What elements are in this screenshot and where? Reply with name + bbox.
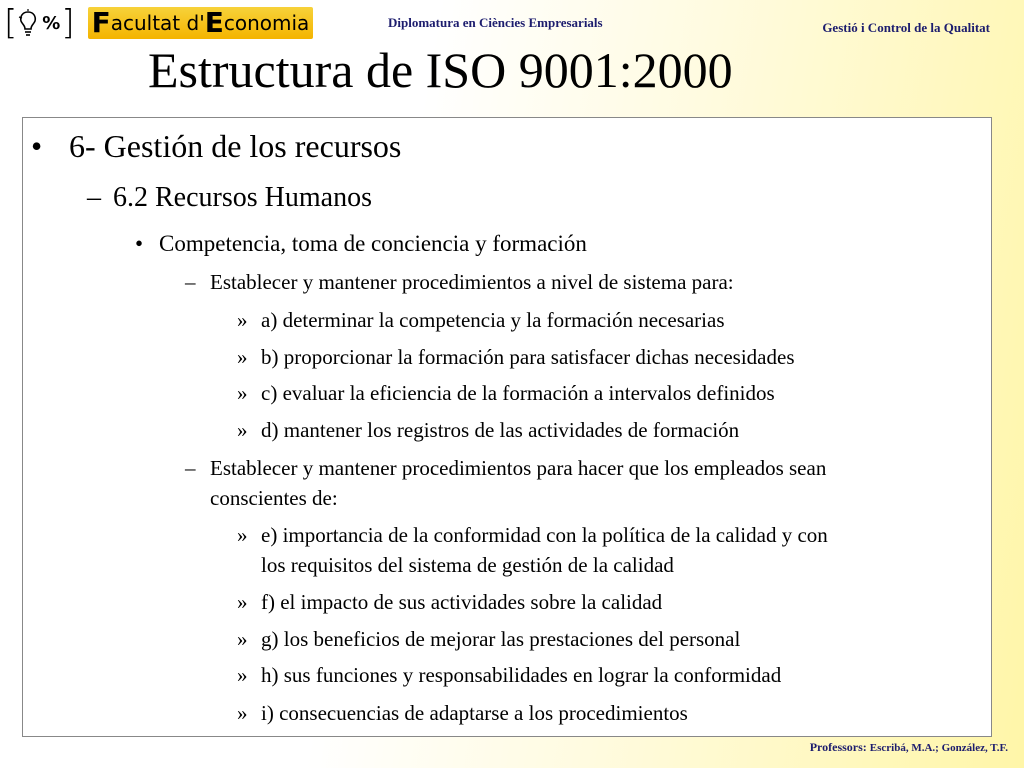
outline-level-1: 6- Gestión de los recursos bbox=[69, 128, 402, 164]
slide-title: Estructura de ISO 9001:2000 bbox=[148, 42, 733, 98]
program-name: Diplomatura en Ciències Empresarials bbox=[388, 15, 603, 30]
bullet-level-1: • bbox=[31, 128, 43, 164]
logo-part-1: acultat d' bbox=[110, 11, 205, 35]
footer-label: Professors: bbox=[809, 740, 867, 754]
sub-bullet: » bbox=[237, 523, 248, 547]
logo-cap-e: E bbox=[204, 6, 224, 39]
faculty-logo bbox=[4, 3, 313, 43]
group-2-heading-line-1: Establecer y mantener procedimientos para hacer que los empleados sean bbox=[210, 456, 827, 480]
list-item: c) evaluar la eficiencia de la formación a intervalos definidos bbox=[261, 381, 775, 405]
list-item: b) proporcionar la formación para satisfacer dichas necesidades bbox=[261, 345, 795, 369]
list-item: f) el impacto de sus actividades sobre la calidad bbox=[261, 590, 663, 614]
bullet-level-2: – bbox=[87, 182, 101, 213]
sub-bullet: » bbox=[237, 418, 248, 442]
bullet-level-4: – bbox=[185, 270, 196, 294]
sub-bullet: » bbox=[237, 308, 248, 332]
logo-cap-f: F bbox=[91, 6, 111, 39]
sub-bullet: » bbox=[237, 381, 248, 405]
sub-bullet: » bbox=[237, 345, 248, 369]
logo-wordmark bbox=[88, 7, 314, 39]
list-item-e-line-2: los requisitos del sistema de gestión de la calidad bbox=[261, 553, 674, 577]
list-item: a) determinar la competencia y la formación necesarias bbox=[261, 308, 725, 332]
outline-level-3: Competencia, toma de conciencia y formación bbox=[159, 231, 587, 256]
logo-part-2: conomia bbox=[223, 11, 310, 35]
list-item: g) los beneficios de mejorar las prestaciones del personal bbox=[261, 627, 741, 651]
footer-credits bbox=[810, 740, 1008, 755]
sub-bullet: » bbox=[237, 590, 248, 614]
group-2-heading-line-2: conscientes de: bbox=[210, 486, 338, 510]
footer-names: Escribá, M.A.; González, T.F. bbox=[869, 742, 1008, 754]
course-name: Gestió i Control de la Qualitat bbox=[822, 20, 990, 35]
list-item: h) sus funciones y responsabilidades en lograr la conformidad bbox=[261, 663, 782, 687]
bullet-level-4: – bbox=[185, 456, 196, 480]
bullet-level-3: • bbox=[135, 231, 144, 256]
logo-emblem: [ % ] bbox=[4, 3, 74, 43]
sub-bullet: » bbox=[237, 627, 248, 651]
content-box bbox=[22, 117, 992, 737]
group-1-heading: Establecer y mantener procedimientos a nivel de sistema para: bbox=[210, 270, 734, 294]
outline-level-2: 6.2 Recursos Humanos bbox=[113, 182, 372, 213]
list-item-e-line-1: e) importancia de la conformidad con la política de la calidad y con bbox=[261, 523, 828, 547]
sub-bullet: » bbox=[237, 663, 248, 687]
sub-bullet: » bbox=[237, 701, 248, 725]
list-item: i) consecuencias de adaptarse a los procedimientos bbox=[261, 701, 688, 725]
lightbulb-icon bbox=[18, 9, 38, 37]
list-item: d) mantener los registros de las actividades de formación bbox=[261, 418, 740, 442]
